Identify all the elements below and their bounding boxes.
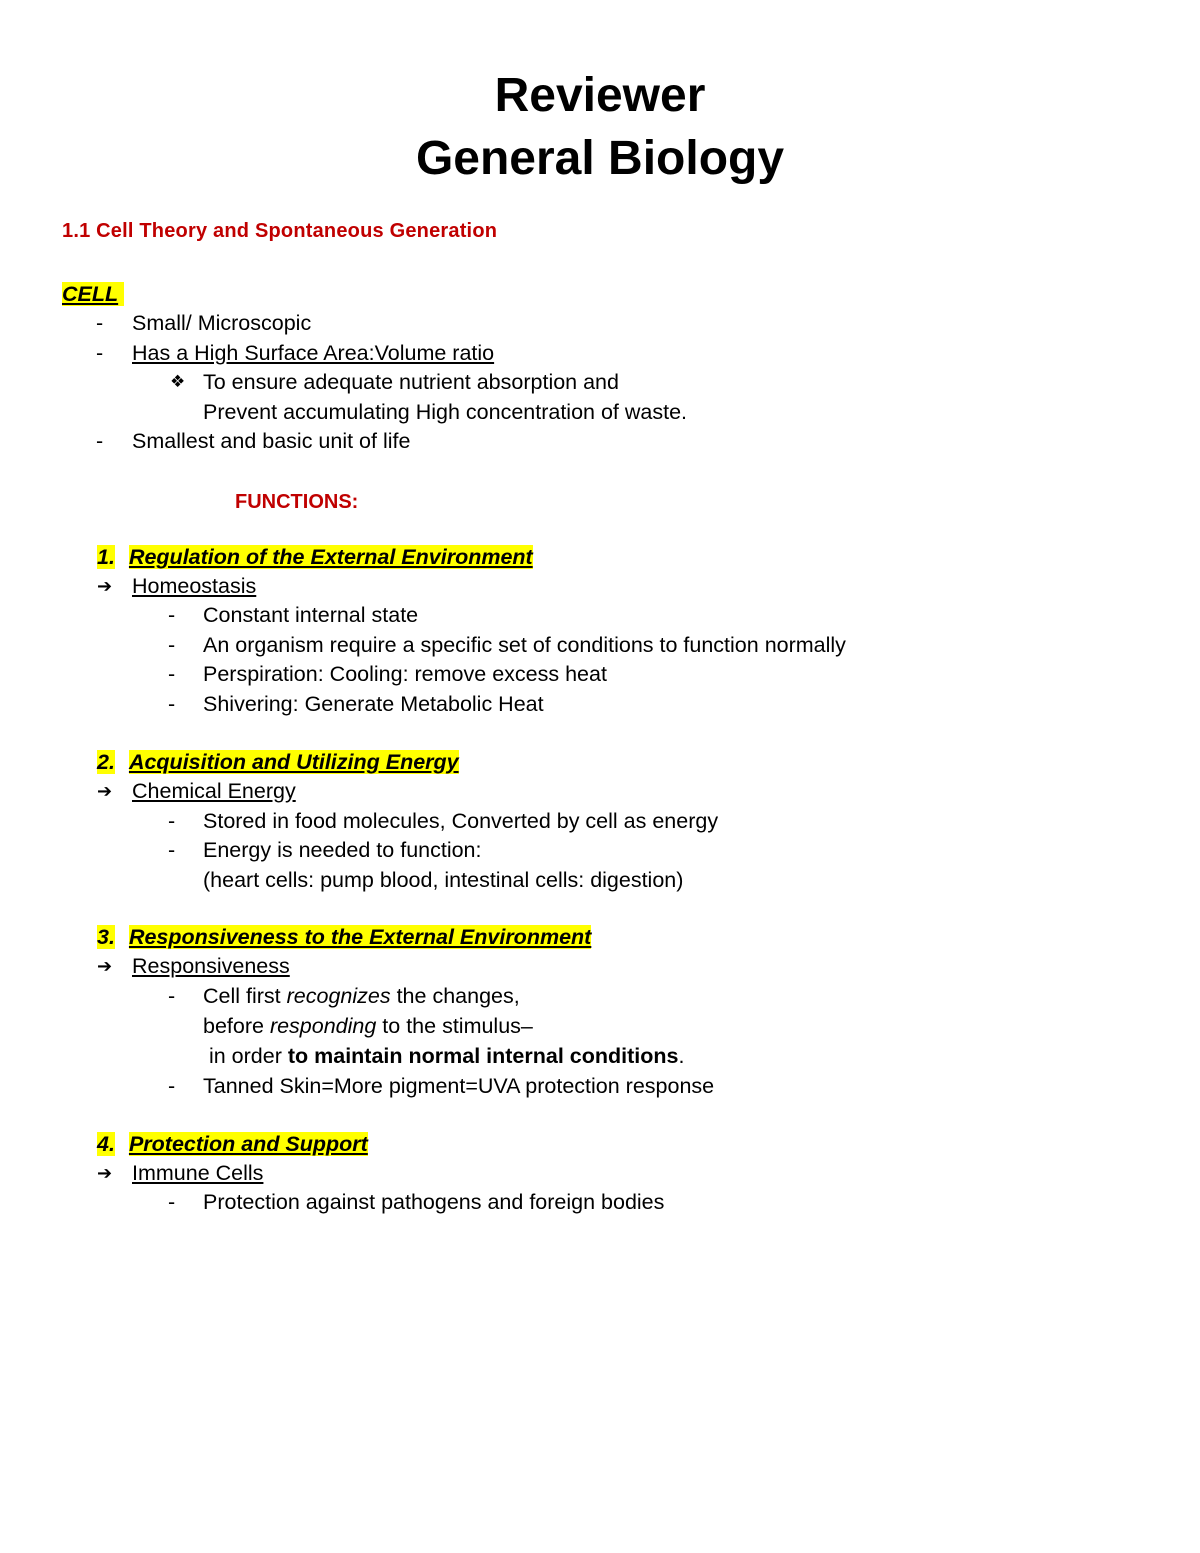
doc-title-line1: Reviewer: [494, 69, 706, 122]
function-3-detail-1-line2: [203, 1012, 533, 1040]
section-heading: 1.1 Cell Theory and Spontaneous Generation: [62, 220, 498, 242]
dash-marker: -: [168, 838, 176, 862]
text-run: Cell first: [203, 984, 287, 1008]
function-1-detail-2: An organism require a specific set of conditions to function normally: [203, 633, 846, 657]
function-1-detail-4: Shivering: Generate Metabolic Heat: [203, 692, 544, 716]
function-number: 1.: [97, 545, 115, 569]
function-1-detail-3: Perspiration: Cooling: remove excess heat: [203, 662, 607, 686]
function-number: 2.: [97, 750, 115, 774]
function-1-detail-1: Constant internal state: [203, 603, 419, 627]
function-title: Acquisition and Utilizing Energy: [128, 750, 459, 774]
function-3-detail-2: Tanned Skin=More pigment=UVA protection response: [203, 1074, 715, 1098]
dash-marker: -: [96, 341, 104, 365]
text-run-bold: to maintain normal internal conditions: [287, 1044, 679, 1068]
function-4-detail-1: Protection against pathogens and foreign bodies: [203, 1190, 665, 1214]
doc-title-line2: General Biology: [415, 132, 785, 185]
dash-marker: -: [96, 311, 104, 335]
function-title: Regulation of the External Environment: [128, 545, 533, 569]
function-number: 3.: [97, 925, 115, 949]
function-4-heading: [97, 1130, 368, 1158]
function-4-arrow-item: Immune Cells: [132, 1161, 264, 1185]
text-run: before: [203, 1014, 270, 1038]
function-3-detail-1-line3: [203, 1042, 684, 1070]
text-run: in order: [203, 1044, 288, 1068]
function-title: Protection and Support: [128, 1132, 368, 1156]
function-1-heading: [97, 543, 533, 571]
text-run: to the stimulus–: [376, 1014, 533, 1038]
dash-marker: -: [168, 984, 176, 1008]
cell-subitem-line1: To ensure adequate nutrient absorption and: [203, 370, 619, 394]
dash-marker: -: [168, 1190, 176, 1214]
cell-item-3: Smallest and basic unit of life: [132, 429, 411, 453]
dash-marker: -: [168, 633, 176, 657]
functions-heading: FUNCTIONS:: [235, 491, 359, 513]
function-number: 4.: [97, 1132, 115, 1156]
cell-subitem-line2: Prevent accumulating High concentration of waste.: [203, 400, 688, 424]
arrow-icon: ➔: [97, 956, 113, 976]
function-2-heading: [97, 748, 459, 776]
dash-marker: -: [168, 662, 176, 686]
function-3-heading: [97, 923, 591, 951]
function-1-arrow-item: Homeostasis: [132, 574, 257, 598]
function-2-detail-2-cont: (heart cells: pump blood, intestinal cells: digestion): [203, 868, 684, 892]
arrow-icon: ➔: [97, 1163, 113, 1183]
text-run: the changes,: [390, 984, 520, 1008]
dash-marker: -: [168, 603, 176, 627]
arrow-icon: ➔: [97, 781, 113, 801]
diamond-bullet-icon: ❖: [170, 372, 186, 391]
dash-marker: -: [168, 692, 176, 716]
cell-heading-text: CELL: [62, 282, 124, 306]
cell-item-2: Has a High Surface Area:Volume ratio: [132, 341, 495, 365]
dash-marker: -: [168, 1074, 176, 1098]
function-2-arrow-item: Chemical Energy: [132, 779, 296, 803]
function-3-detail-1-line1: [203, 982, 520, 1010]
text-run-italic: recognizes: [286, 984, 391, 1008]
text-run: .: [678, 1044, 685, 1068]
function-3-arrow-item: Responsiveness: [132, 954, 290, 978]
arrow-icon: ➔: [97, 576, 113, 596]
cell-heading: [62, 280, 124, 308]
function-2-detail-1: Stored in food molecules, Converted by cell as energy: [203, 809, 719, 833]
function-2-detail-2: Energy is needed to function:: [203, 838, 482, 862]
function-title: Responsiveness to the External Environment: [128, 925, 592, 949]
dash-marker: -: [96, 429, 104, 453]
cell-item-1: Small/ Microscopic: [132, 311, 312, 335]
text-run-italic: responding: [269, 1014, 377, 1038]
dash-marker: -: [168, 809, 176, 833]
